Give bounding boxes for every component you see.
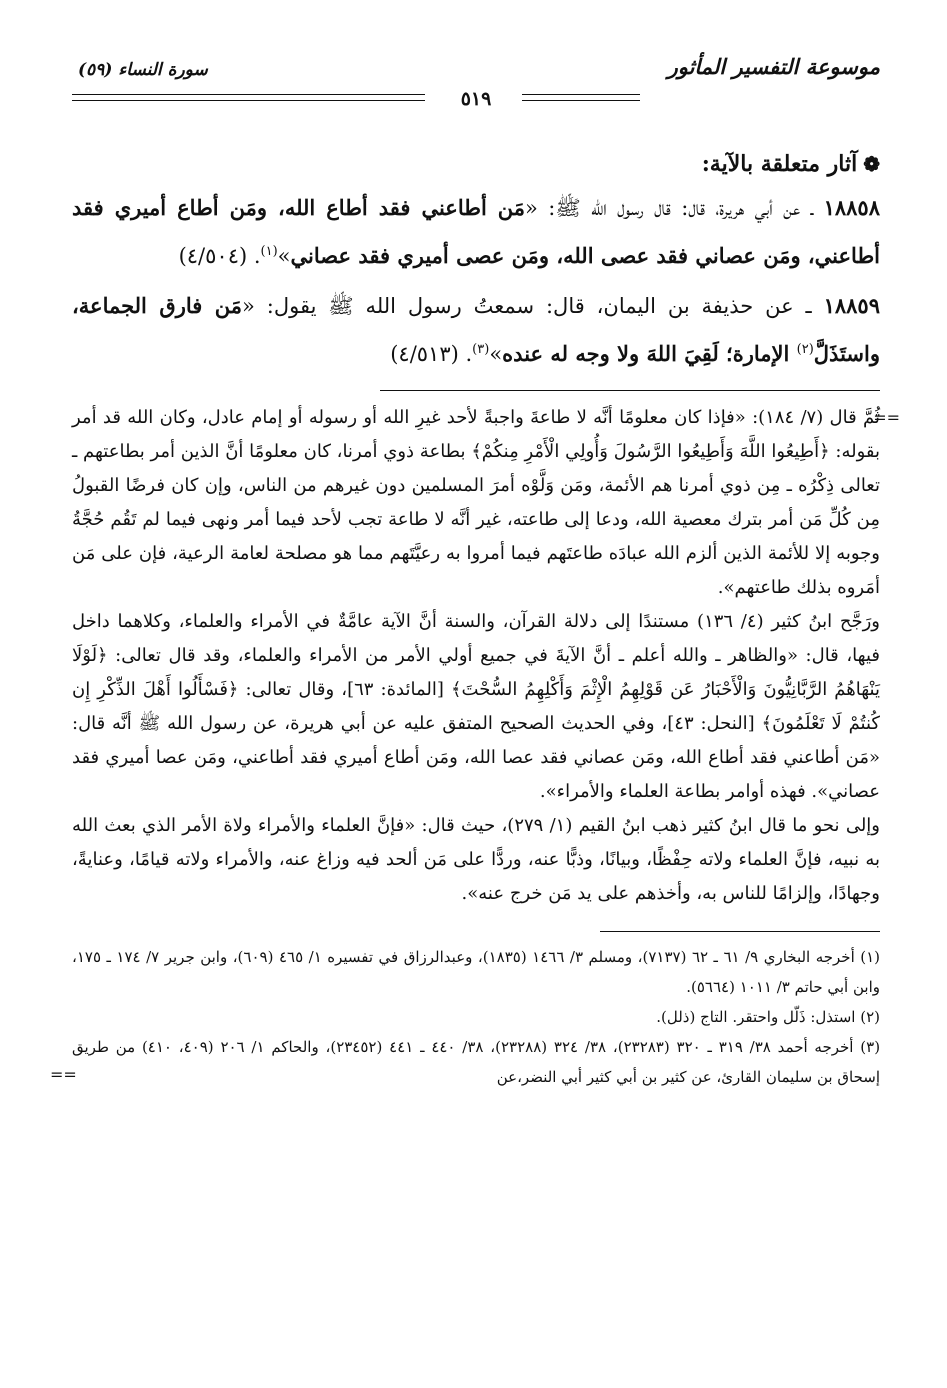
continuation-mark: == bbox=[873, 408, 900, 427]
hadith-18858 bbox=[72, 186, 880, 278]
page-header bbox=[72, 52, 880, 110]
page bbox=[50, 52, 900, 1092]
hadith-intro: ـ عن حذيفة بن اليمان، قال: سمعتُ رسول الله ﷺ يقول: « bbox=[242, 294, 824, 318]
hadith-quote: مَن أطاعني فقد أطاع الله، ومَن أطاع أميري فقد أطاعني، ومَن عصاني فقد عصى الله، ومَن عصى أميري فقد عصاني bbox=[72, 195, 880, 268]
hadith-reference: . (٤/٥٠٤) bbox=[178, 244, 261, 268]
section-title-text: آثار متعلقة بالآية: bbox=[701, 151, 858, 177]
footnotes-divider bbox=[600, 931, 880, 932]
footnote-1: (١) أخرجه البخاري ٩/ ٦١ ـ ٦٢ (٧١٣٧)، ومسلم ٣/ ١٤٦٦ (١٨٣٥)، وعبدالرزاق في تفسيره ١/ ٤٦٥ (٦٠٩)، وابن جرير ٧/ ١٧٤ ـ ١٧٥، وابن أبي حاتم ٣/ ١٠١١ (٥٦٦٤). bbox=[72, 948, 881, 996]
page-number: ٥١٩ bbox=[451, 88, 502, 110]
continuation-end-mark: == bbox=[50, 1065, 77, 1084]
footnote-2: (٢) استذل: ذَلّل واحتقر. التاج (ذلل). bbox=[656, 1008, 880, 1026]
header-rule-left bbox=[72, 94, 425, 101]
commentary-paragraph-2: ورَجَّح ابنُ كثير (٤/ ١٣٦) مستندًا إلى دلالة القرآن، والسنة أنَّ الآية عامَّةٌ في الأمراء والعلماء، وكلاهما داخل فيها، قال: «والظاهر ـ والله أعلم ـ أنَّ الآيةَ في جميع أولي الأمر من الأمراء والعلماء، وقد قال تعالى: ﴿لَوْلَا يَنْهَاهُمُ الرَّبَّانِيُّونَ وَالْأَحْبَارُ عَن قَوْلِهِمُ الْإِثْمَ وَأَكْلِهِمُ السُّحْتَ﴾ [المائدة: ٦٣]، وقال تعالى: ﴿فَسْأَلُوا أَهْلَ الذِّكْرِ إِن كُنتُمْ لَا تَعْلَمُونَ﴾ [النحل: ٤٣]، وفي الحديث الصحيح المتفق عليه عن أبي هريرة، عن رسول الله ﷺ أنَّه قال: «مَن أطاعني فقد أطاع الله، ومَن عصاني فقد عصا الله، ومَن أطاع أميري فقد أطاعني، ومَن عصا أميري فقد عصاني». فهذه أوامر بطاعة العلماء والأمراء». bbox=[72, 611, 880, 802]
commentary bbox=[72, 401, 900, 911]
hadith-reference: . (٤/٥١٣) bbox=[390, 342, 473, 366]
footnote-ref-3[interactable]: (٣) bbox=[472, 342, 490, 357]
hadith-18859 bbox=[72, 284, 880, 376]
surah-label: سورة النساء (٥٩) bbox=[78, 60, 208, 80]
hadith-quote-a: مَن فارق الجماعة، واستَذَلَّ bbox=[72, 293, 880, 366]
flower-ornament-icon: ❁ bbox=[863, 152, 880, 176]
footnote-ref-2[interactable]: (٢) bbox=[796, 342, 814, 357]
hadith-quote-b: الإمارة؛ لَقِيَ اللهَ ولا وجه له عنده bbox=[502, 341, 797, 366]
footnotes bbox=[50, 942, 881, 1092]
book-title: موسوعة التفسير المأثور bbox=[667, 54, 880, 79]
hadith-quote-close: » bbox=[489, 342, 503, 366]
hadith-intro: ـ عن أبي هريرة، قال: قال رسول الله ﷺ: « bbox=[525, 196, 824, 220]
section-title bbox=[72, 148, 880, 180]
hadith-number: ١٨٨٥٨ bbox=[823, 195, 880, 220]
commentary-paragraph-1: ثُمَّ قال (٧/ ١٨٤): «فإذا كان معلومًا أنَّه لا طاعةَ واجبةً لأحد غيرِ الله أو رسوله أو إمام عادل، وكان الله قد أمر بقوله: ﴿أَطِيعُوا اللَّهَ وَأَطِيعُوا الرَّسُولَ وَأُولِي الْأَمْرِ مِنكُمْ﴾ بطاعة ذوي أمرنا، كان معلومًا أنَّ الذين أمر بطاعتهم ـ تعالى ذِكْرُه ـ مِن ذوي أمرنا هم الأئمة، ومَن وَلَّوْه أمرَ المسلمين دون غيرهم من الناس، وإن كان فرضًا القبولُ مِن كُلِّ مَن أمر بترك معصية الله، ودعا إلى طاعته، غير أنَّه لا طاعة تجب لأحد فيما أمر ونهى فيما لم تَقُم حُجَّةُ وجوبه إلا للأئمة الذين ألزم الله عبادَه طاعتَهم فيما أمروا به رعيَّتَهم مما هو مصلحة لعامة الرعية، فإن على مَن أمَروه بذلك طاعتهم». bbox=[72, 407, 880, 598]
header-rule-right bbox=[522, 94, 640, 101]
hadith-quote-close: » bbox=[277, 244, 291, 268]
commentary-divider bbox=[380, 390, 880, 391]
footnote-ref-1[interactable]: (١) bbox=[260, 244, 278, 259]
footnote-3: (٣) أخرجه أحمد ٣٨/ ٣١٩ ـ ٣٢٠ (٢٣٢٨٣)، ٣٨/ ٣٢٤ (٢٣٢٨٨)، ٣٨/ ٤٤٠ ـ ٤٤١ (٢٣٤٥٢)، والحاكم ١/ ٢٠٦ (٤٠٩، ٤١٠) من طريق إسحاق بن سليمان القارئ، عن كثير بن أبي كثير أبي النضر،عن bbox=[72, 1038, 881, 1086]
commentary-paragraph-3: وإلى نحو ما قال ابنُ كثير ذهب ابنُ القيم (١/ ٢٧٩)، حيث قال: «فإنَّ العلماء والأمراء ولاة الأمر الذي بعث الله به نبيه، فإنَّ العلماء ولاته حِفْظًا، وبيانًا، وذبًّا عنه، وردًّا على مَن ألحد فيه وزاغ عنه، والأمراء ولاته قيامًا، وعنايةً، وجهادًا، وإلزامًا للناس به، وأخذهم على يد مَن خرج عنه». bbox=[72, 815, 880, 904]
hadith-number: ١٨٨٥٩ bbox=[823, 293, 880, 318]
